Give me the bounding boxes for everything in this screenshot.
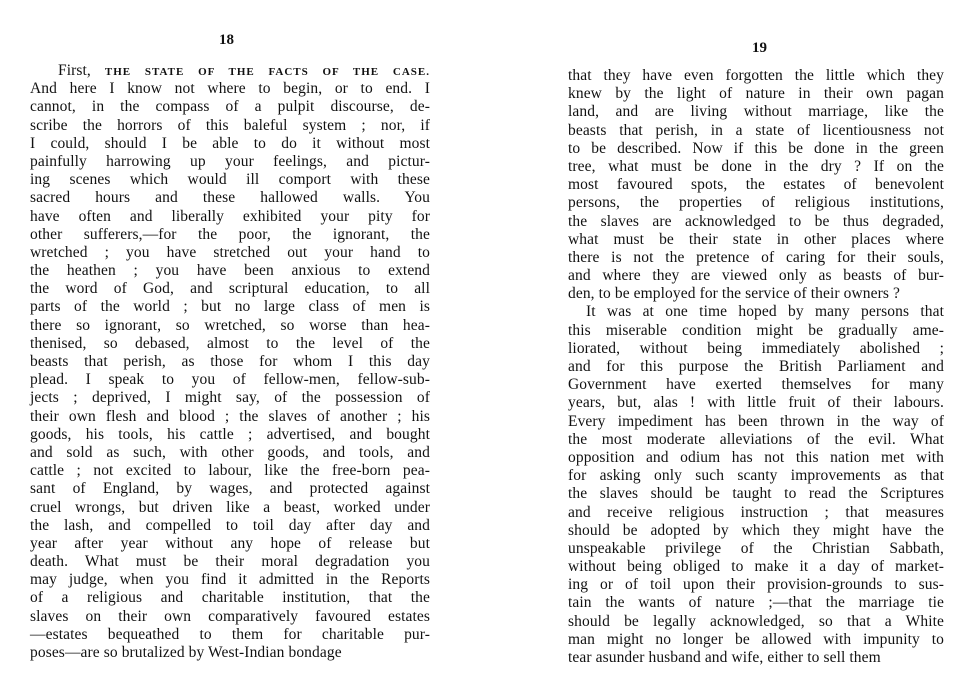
text-line: cruel wrongs, but driven like a beast, worked under bbox=[30, 498, 430, 516]
left-page bbox=[30, 0, 430, 700]
text-line: parts of the world ; but no large class of men is bbox=[30, 298, 430, 316]
text-line: to be described. Now if this be done in the green bbox=[568, 139, 944, 157]
text-line: thenised, so debased, almost to the level of the bbox=[30, 334, 430, 352]
text-line: what must be their state in other places where bbox=[568, 230, 944, 248]
text-line: the heathen ; you have been anxious to extend bbox=[30, 262, 430, 280]
text-line: there is not the pretence of caring for their souls, bbox=[568, 248, 944, 266]
text-line: this miserable condition might be gradually ame- bbox=[568, 321, 944, 339]
text-line: death. What must be their moral degradation you bbox=[30, 553, 430, 571]
text-line: may judge, when you find it admitted in the Reports bbox=[30, 571, 430, 589]
text-line: Government have exerted themselves for many bbox=[568, 376, 944, 394]
text-line: poses—are so brutalized by West-Indian bondage bbox=[30, 644, 342, 661]
text-line: wretched ; you have stretched out your hand to bbox=[30, 243, 430, 261]
text-line: ing scenes which would ill comport with these bbox=[30, 171, 430, 189]
text-line: most favoured spots, the estates of benevolent bbox=[568, 176, 944, 194]
text-line: cannot, in the compass of a pulpit discourse, de- bbox=[30, 98, 430, 116]
text-line: and receive religious instruction ; that measures bbox=[568, 503, 944, 521]
text-line: unspeakable privilege of the Christian Sabbath, bbox=[568, 539, 944, 557]
text-line: opposition and odium has not this nation met with bbox=[568, 448, 944, 466]
right-page-text bbox=[568, 67, 944, 667]
text-line: persons, the properties of religious institutions, bbox=[568, 194, 944, 212]
first-word: First, bbox=[58, 62, 91, 79]
text-line: land, and are living without marriage, like the bbox=[568, 103, 944, 121]
text-line: the word of God, and scriptural education, to all bbox=[30, 280, 430, 298]
text-line: plead. I speak to you of fellow-men, fellow-sub- bbox=[30, 371, 430, 389]
text-line: and for this purpose the British Parliament and bbox=[568, 358, 944, 375]
text-line: jects ; deprived, I might say, of the possession of bbox=[30, 389, 430, 407]
text-line: sant of England, by wages, and protected against bbox=[30, 480, 430, 498]
text-line: for asking only such scanty improvements as that bbox=[568, 467, 944, 485]
text-line: man might no longer be allowed with impunity to bbox=[568, 630, 944, 648]
text-line: should be legally acknowledged, so that a White bbox=[568, 612, 944, 630]
text-line: the most moderate alleviations of the evil. What bbox=[568, 430, 944, 448]
text-line: knew by the light of nature in their own pagan bbox=[568, 85, 944, 103]
text-line: sacred hours and these hallowed walls. You bbox=[30, 189, 430, 207]
text-line: goods, his tools, his cattle ; advertised, and bought bbox=[30, 425, 430, 443]
text-line: the slaves are acknowledged to be thus degraded, bbox=[568, 212, 944, 230]
right-page bbox=[568, 0, 944, 700]
page-number: 19 bbox=[752, 40, 767, 56]
text-line: years, but, alas ! with little fruit of their labours. bbox=[568, 394, 944, 412]
text-line: their own flesh and blood ; the slaves of another ; his bbox=[30, 407, 430, 425]
text-line: of a religious and charitable institution, that the bbox=[30, 589, 430, 607]
page-number: 18 bbox=[219, 32, 234, 48]
text-line: have often and liberally exhibited your pity for bbox=[30, 207, 430, 225]
text-line: other sufferers,—for the poor, the ignorant, the bbox=[30, 225, 430, 243]
text-line: I could, should I be able to do it without most bbox=[30, 134, 430, 152]
text-line: year after year without any hope of release but bbox=[30, 534, 430, 552]
text-line: should be adopted by which they might have the bbox=[568, 521, 944, 539]
text-line: tree, what must be done in the dry ? If on the bbox=[568, 157, 944, 175]
text-line: beasts that perish, as those for whom I this day bbox=[30, 353, 430, 370]
text-line: beasts that perish, in a state of licentiousness not bbox=[568, 121, 944, 139]
section-heading: THE STATE OF THE FACTS OF THE CASE. bbox=[104, 66, 430, 78]
text-line: Every impediment has been thrown in the way of bbox=[568, 412, 944, 430]
text-line: without being obliged to make it a day of market- bbox=[568, 558, 944, 576]
text-line: —estates bequeathed to them for charitable pur- bbox=[30, 625, 430, 643]
left-page-text bbox=[30, 62, 430, 662]
text-line: the lash, and compelled to toil day after day and bbox=[30, 516, 430, 534]
text-line: ing or of toil upon their provision-grounds to sus- bbox=[568, 576, 944, 594]
text-line: den, to be employed for the service of their owners ? bbox=[568, 285, 900, 303]
text-line: painfully harrowing up your feelings, and pictur- bbox=[30, 152, 430, 170]
text-line: It was at one time hoped by many persons that bbox=[586, 303, 944, 321]
text-line: and sold as such, with other goods, and tools, and bbox=[30, 443, 430, 461]
text-line: liorated, without being immediately abolished ; bbox=[568, 339, 944, 357]
text-line: scribe the horrors of this baleful system ; nor, if bbox=[30, 116, 430, 134]
text-line: the slaves should be taught to read the Scriptures bbox=[568, 485, 944, 503]
text-line bbox=[30, 62, 430, 80]
text-line: and where they are viewed only as beasts of bur- bbox=[568, 267, 944, 285]
text-line: tear asunder husband and wife, either to sell them bbox=[568, 649, 881, 666]
text-line: slaves on their own comparatively favoured estates bbox=[30, 607, 430, 625]
text-line: that they have even forgotten the little which they bbox=[568, 67, 944, 84]
text-line: cattle ; not excited to labour, like the free-born pea- bbox=[30, 462, 430, 480]
text-line: there so ignorant, so wretched, so worse than hea- bbox=[30, 316, 430, 334]
text-line: And here I know not where to begin, or to end. I bbox=[30, 80, 430, 98]
text-line: tain the wants of nature ;—that the marriage tie bbox=[568, 594, 944, 612]
